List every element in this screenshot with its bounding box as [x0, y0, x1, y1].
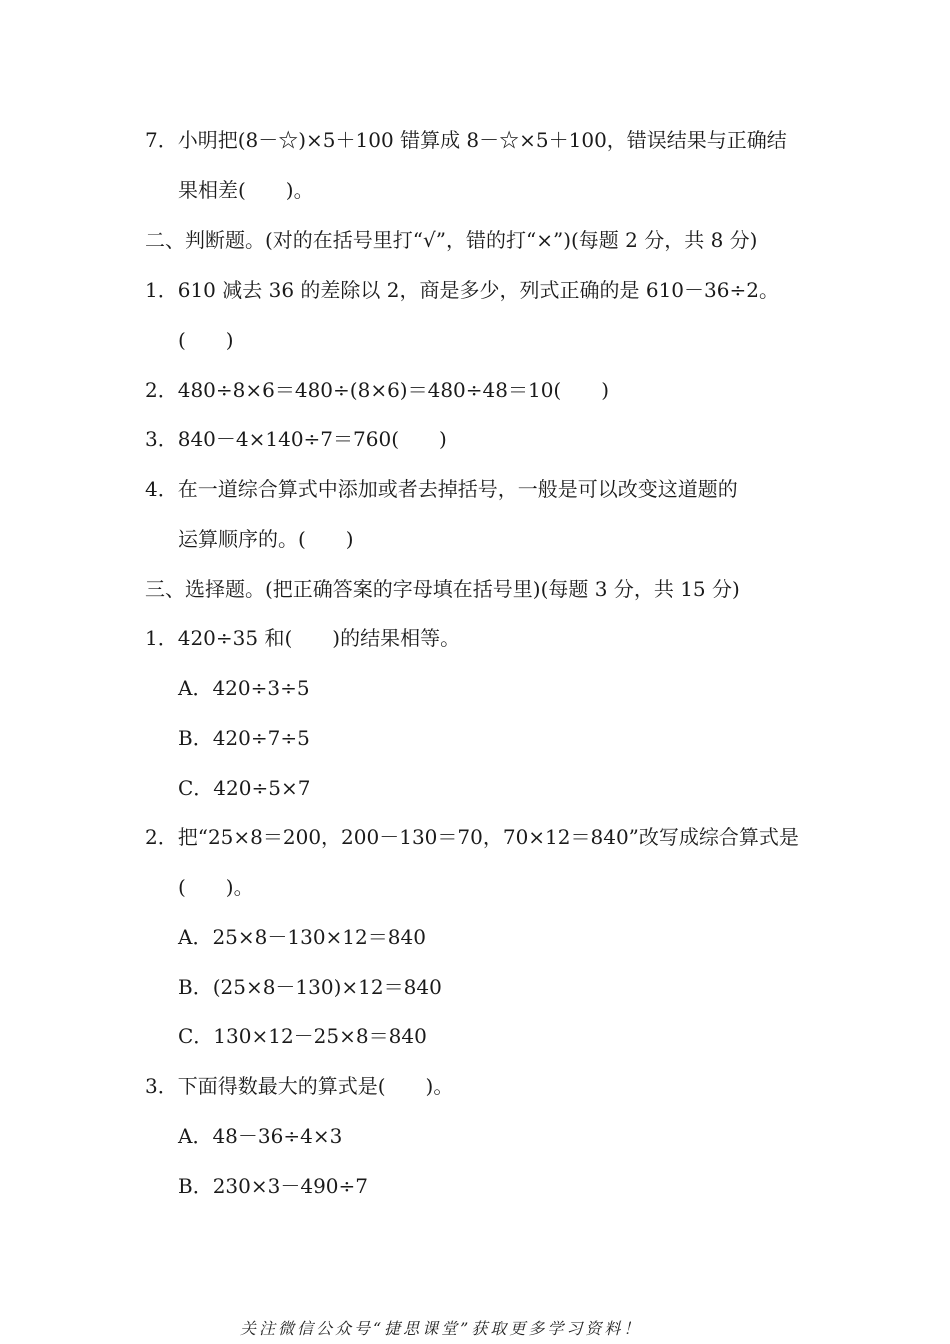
s3-q1-option-c: C．420÷5×7	[178, 776, 311, 800]
s2-q1-line-1: 1．610 减去 36 的差除以 2，商是多少，列式正确的是 610－36÷2。	[145, 278, 779, 302]
s3-q3-option-a: A．48－36÷4×3	[178, 1124, 343, 1148]
s2-q1-line-2: ( )	[178, 328, 234, 352]
s3-q3-option-b: B．230×3－490÷7	[178, 1174, 369, 1198]
section-2-heading: 二、判断题。(对的在括号里打“√”，错的打“×”)(每题 2 分，共 8 分)	[145, 228, 758, 252]
s3-q2-option-b: B．(25×8－130)×12＝840	[178, 975, 442, 999]
s2-q4-line-2: 运算顺序的。( )	[178, 527, 354, 551]
q7-line-2: 果相差( )。	[178, 178, 314, 202]
section-3-heading: 三、选择题。(把正确答案的字母填在括号里)(每题 3 分，共 15 分)	[145, 577, 740, 601]
s3-q2-option-a: A．25×8－130×12＝840	[178, 925, 426, 949]
s3-q1-stem: 1．420÷35 和( )的结果相等。	[145, 626, 461, 650]
q7-line-1: 7．小明把(8－☆)×5＋100 错算成 8－☆×5＋100，错误结果与正确结	[145, 128, 787, 152]
s3-q2-stem-line-1: 2．把“25×8＝200，200－130＝70，70×12＝840”改写成综合算式是	[145, 825, 799, 849]
s3-q1-option-a: A．420÷3÷5	[178, 676, 310, 700]
s2-q4-line-1: 4．在一道综合算式中添加或者去掉括号，一般是可以改变这道题的	[145, 477, 738, 501]
s2-q2: 2．480÷8×6＝480÷(8×6)＝480÷48＝10( )	[145, 378, 610, 402]
s3-q3-stem: 3．下面得数最大的算式是( )。	[145, 1074, 454, 1098]
s3-q2-stem-line-2: ( )。	[178, 875, 254, 899]
footer-note: 关注微信公众号“捷思课堂”获取更多学习资料！	[240, 1319, 643, 1338]
s3-q1-option-b: B．420÷7÷5	[178, 726, 310, 750]
s2-q3: 3．840－4×140÷7＝760( )	[145, 427, 447, 451]
s3-q2-option-c: C．130×12－25×8＝840	[178, 1024, 427, 1048]
